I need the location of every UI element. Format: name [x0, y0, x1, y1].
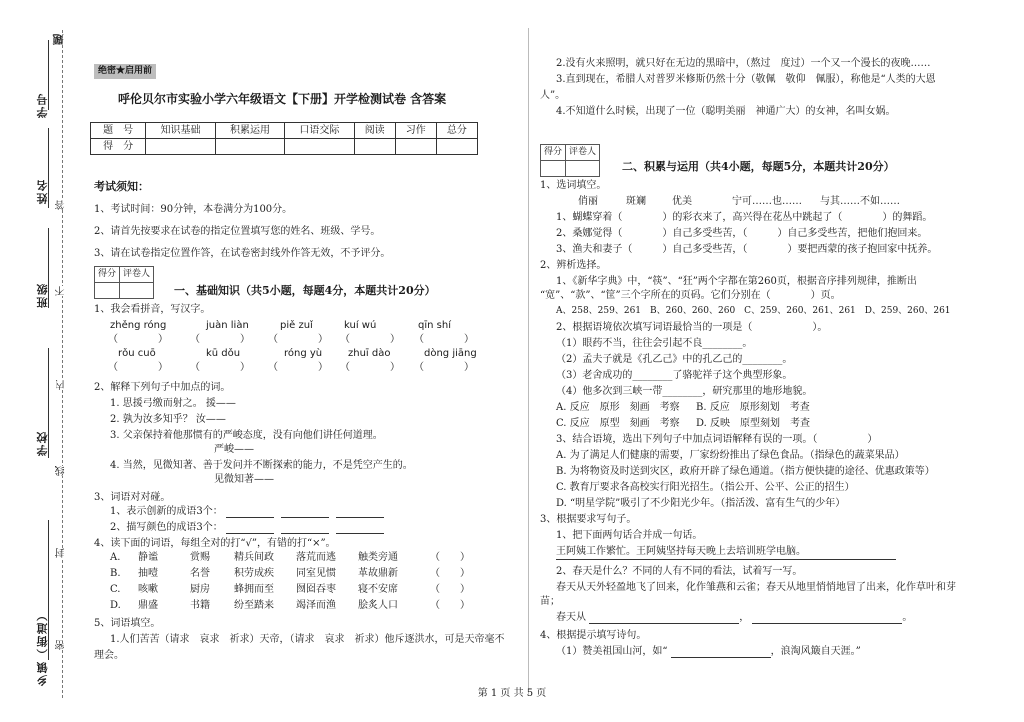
choice-word: 与其……不如……	[820, 196, 900, 207]
word-row	[110, 600, 470, 612]
column-divider	[528, 28, 529, 694]
question: 3、根据要求写句子。	[540, 514, 637, 525]
seal-char: 封	[56, 548, 67, 558]
question-item: 人”。	[540, 90, 566, 101]
pinyin: dòng jiāng	[424, 348, 477, 359]
right-column	[538, 0, 978, 722]
word: 赏赐	[190, 552, 210, 563]
word: 革故鼎新	[358, 568, 398, 579]
question-item: 2. 孰为汝多知乎？ 汝——	[110, 414, 226, 425]
instruction-item: 3、请在试卷指定位置作答，在试卷密封线外作答无效，不予评分。	[94, 248, 391, 259]
seal-dashed-line	[62, 30, 63, 698]
score-input[interactable]	[215, 139, 284, 155]
option: C. 反应 原型 刻画 考察	[556, 418, 680, 429]
instruction-item: 1、考试时间：90分钟，本卷满分为100分。	[94, 204, 293, 215]
option: B. 为将物资及时送到灾区，政府开辟了绿色通道。（指方便快捷的途径、优惠政策等）	[556, 466, 935, 477]
answer-blank[interactable]: （ ）	[190, 362, 250, 373]
answer-blank[interactable]: （ ）	[430, 568, 470, 579]
answer-blank[interactable]: （ ）	[108, 362, 168, 373]
answer-blank[interactable]: （ ）	[190, 334, 250, 345]
pinyin: zhěng róng	[110, 320, 167, 331]
score-input[interactable]	[354, 139, 395, 155]
word: 蜂拥而至	[234, 584, 274, 595]
question-item: （3）老舍成功的________了骆驼祥子这个典型形象。	[556, 370, 793, 381]
word: 名誉	[190, 568, 210, 579]
secret-tag: 绝密★启用前	[94, 64, 156, 79]
word: 厨房	[190, 584, 210, 595]
pinyin: kū dǒu	[206, 348, 241, 359]
margin-fill-line	[48, 128, 49, 208]
question-item: 1、蝴蝶穿着（ ）的彩衣来了，高兴得在花丛中跳起了（ ）的舞蹈。	[556, 212, 933, 223]
answer-line[interactable]	[752, 623, 902, 624]
option: D. “明星学院”吸引了不少阳光少年。（指活泼、富有生气的少年）	[556, 498, 846, 509]
question-item: 2、桑娜觉得（ ）自己多受些苦，（ ）自己多受些苦，把他们抱回来。	[556, 228, 928, 239]
question-item: 苗；	[540, 596, 560, 607]
answer-blank[interactable]: （ ）	[268, 362, 328, 373]
word: 纷至踏来	[234, 600, 274, 611]
word-row	[110, 584, 470, 596]
answer-line[interactable]	[671, 657, 771, 658]
word: 触类旁通	[358, 552, 398, 563]
question: 5、词语填空。	[94, 618, 161, 629]
question-item: 1. 思援弓缴而射之。 援——	[110, 398, 236, 409]
page-footer: 第 1 页 共 5 页	[477, 688, 547, 699]
question-item: 2.没有火来照明，就只好在无边的黑暗中，（熬过 度过）一个又一个漫长的夜晚……	[556, 58, 931, 69]
question-item: 2、春天是什么？不同的人有不同的看法，试着写一写。	[556, 566, 803, 577]
pinyin: zhuī dào	[348, 348, 391, 359]
margin-label-class: 班级	[36, 282, 49, 308]
question-item: 理会。	[94, 650, 124, 661]
grader-score-input[interactable]	[541, 161, 566, 177]
question-item	[110, 522, 384, 534]
option: A. 反应 原形 刻画 考察	[556, 402, 680, 413]
answer-blank[interactable]: （ ）	[430, 552, 470, 563]
question: 1、我会看拼音，写汉字。	[94, 304, 211, 315]
grader-reviewer-label: 评卷人	[566, 145, 600, 161]
question-item: 2、根据语境依次填写词语最恰当的一项是（ ）。	[556, 322, 828, 333]
margin-label-ti: 题	[52, 32, 65, 45]
score-input[interactable]	[395, 139, 436, 155]
word: 竭泽而渔	[296, 600, 336, 611]
question-item: 4.不知道什么时候，出现了一位（聪明美丽 神通广大）的女神，名叫女娲。	[556, 106, 896, 117]
question-item-text: ，浪淘风簸自天涯。”	[770, 646, 861, 657]
choice-word: 俏丽	[578, 196, 598, 207]
left-column	[88, 0, 518, 722]
score-input[interactable]	[436, 139, 477, 155]
seal-char: 不	[56, 286, 67, 296]
question-item: （2）孟夫子就是《孔乙己》中的孔乙己的________。	[556, 354, 793, 365]
option: A. 为了满足人们健康的需要，厂家纷纷推出了绿色食品。（指绿色的蔬菜果品）	[556, 450, 905, 461]
word: 同室见惯	[296, 568, 336, 579]
answer-blank[interactable]: （ ）	[430, 584, 470, 595]
score-cell: 总分	[436, 123, 477, 139]
margin-fill-line	[48, 228, 49, 308]
pinyin: kuí wú	[344, 320, 377, 331]
seal-char: 密	[56, 640, 67, 650]
score-cell: 习作	[395, 123, 436, 139]
question: 2、解释下列句子中加点的词。	[94, 382, 231, 393]
answer-blank[interactable]: （ ）	[340, 334, 400, 345]
score-cell: 知识基础	[146, 123, 215, 139]
question-item: 春天从 ， 。	[556, 612, 913, 623]
answer-prompt: 见微知著——	[214, 474, 274, 485]
question-item: （4）他多次到三峡一带________，研究那里的地形地貌。	[556, 386, 813, 397]
question-item: 1、把下面两句话合并成一句话。	[556, 530, 703, 541]
score-cell: 得 分	[91, 139, 146, 155]
grader-box	[540, 144, 600, 177]
margin-fill-line	[48, 40, 49, 110]
grader-reviewer-label: 评卷人	[120, 267, 154, 283]
answer-blank[interactable]: （ ）	[414, 334, 474, 345]
grader-reviewer-input[interactable]	[566, 161, 600, 177]
binding-margin	[0, 0, 80, 722]
grader-box	[94, 266, 154, 299]
answer-line[interactable]	[336, 517, 384, 518]
score-cell: 口语交际	[285, 123, 354, 139]
score-cell: 题 号	[91, 123, 146, 139]
seal-char: 线	[56, 466, 67, 476]
word: 寝不安席	[358, 584, 398, 595]
answer-line[interactable]	[281, 517, 329, 518]
question-item: “宽”、“款”、“筐”三个字所在的页码。它们分别在（ ）页。	[540, 290, 841, 301]
word: 书籍	[190, 600, 210, 611]
word: 抽噎	[138, 568, 158, 579]
question-item-text: （1）赞美祖国山河，如“	[556, 646, 668, 657]
question-item: 1.人们苦苦（请求 哀求 祈求）天帝，（请求 哀求 祈求）他斥逐洪水，可是天帝毫不	[110, 634, 505, 645]
choice-word: 斑斓	[626, 196, 646, 207]
answer-prompt: 严峻——	[214, 444, 254, 455]
question-item: 3、结合语境，选出下列句子中加点词语解释有误的一项。（ ）	[556, 434, 878, 445]
question-item-text: 2、描写颜色的成语3个：	[110, 522, 223, 533]
score-input[interactable]	[146, 139, 215, 155]
option-letter: A.	[110, 552, 121, 563]
question: 3、词语对对碰。	[94, 492, 171, 503]
question-item: 春天从天外轻盈地飞了回来，化作雏燕和云雀；春天从地里悄悄地冒了出来，化作草叶和芽	[556, 582, 956, 593]
word: 囫囵吞枣	[296, 584, 336, 595]
pinyin: qīn shí	[418, 320, 451, 331]
question-item: 3.直到现在，希腊人对普罗米修斯仍然十分（敬佩 敬仰 佩服），称他是“人类的大恩	[556, 74, 936, 85]
margin-label-name: 姓名	[36, 178, 49, 204]
score-input[interactable]	[285, 139, 354, 155]
answer-blank[interactable]: （ ）	[414, 362, 474, 373]
answer-blank[interactable]: （ ）	[268, 334, 328, 345]
pinyin: róng yù	[284, 348, 323, 359]
seal-char: 答	[56, 200, 67, 210]
grader-reviewer-input[interactable]	[120, 283, 154, 299]
question-item	[110, 506, 384, 518]
word: 咳嗽	[138, 584, 158, 595]
answer-blank[interactable]: （ ）	[430, 600, 470, 611]
option: C. 教育厅要求各高校实行阳光招生。（指公开、公平、公正的招生）	[556, 482, 855, 493]
section1-heading: 一、基础知识（共5小题，每题4分，本题共计20分）	[174, 284, 436, 297]
score-cell: 积累运用	[215, 123, 284, 139]
option: B. 反应 原形刻划 考查	[696, 402, 810, 413]
option-letter: D.	[110, 600, 121, 611]
word: 落荒而逃	[296, 552, 336, 563]
margin-label-student-id: 学号	[36, 92, 49, 118]
question-item: 3. 父亲保持着他那惯有的严峻态度，没有向他们讲任何道理。	[110, 430, 383, 441]
word: 精兵间政	[234, 552, 274, 563]
answer-line[interactable]	[226, 517, 274, 518]
word-row	[110, 552, 470, 564]
question: 4、读下面的词语，每组全对的打“√”，有错的打“×”。	[94, 538, 336, 549]
option-letter: B.	[110, 568, 121, 579]
answer-line[interactable]	[336, 533, 384, 534]
options: A、258、259、261 B、260、260、260 C、259、260、261、261 D、259、260、261	[556, 306, 951, 316]
margin-label-township: 乡镇（街道）	[36, 608, 49, 686]
grader-score-label: 得分	[541, 145, 566, 161]
answer-line[interactable]	[556, 548, 896, 560]
instruction-item: 2、请首先按要求在试卷的指定位置填写您的姓名、班级、学号。	[94, 226, 381, 237]
answer-line[interactable]	[589, 623, 739, 624]
question-item-text: 春天从	[556, 612, 586, 623]
word: 鼎盛	[138, 600, 158, 611]
question-item	[556, 646, 861, 658]
question-item: 1、《新华字典》中，“筷”、“狂”两个字都在第260页，根据音序排列规律，推断出	[556, 276, 917, 287]
seal-char: 内	[56, 380, 67, 390]
score-cell: 阅读	[354, 123, 395, 139]
word: 积劳成疾	[234, 568, 274, 579]
question-item-text: 1、表示创新的成语3个：	[110, 506, 223, 517]
grader-score-label: 得分	[95, 267, 120, 283]
question-item: 3、渔夫和妻子（ ）自己多受些苦，（ ）要把西蒙的孩子抱回家中抚养。	[556, 244, 938, 255]
option-letter: C.	[110, 584, 121, 595]
question-item: 王阿姨工作繁忙。王阿姨坚持每天晚上去培训班学电脑。	[556, 546, 806, 557]
choice-word: 宁可……也……	[732, 196, 802, 207]
answer-line[interactable]	[226, 533, 274, 534]
choice-word: 优美	[672, 196, 692, 207]
margin-fill-line	[48, 520, 49, 660]
word-row	[110, 568, 470, 580]
pinyin: juàn liàn	[206, 320, 249, 331]
question-item: （1）眼药不当，往往会引起不良________。	[556, 338, 753, 349]
grader-score-input[interactable]	[95, 283, 120, 299]
score-table	[90, 122, 478, 155]
instructions-heading: 考试须知：	[94, 180, 149, 193]
pinyin: rǒu cuō	[118, 348, 156, 359]
margin-fill-line	[48, 348, 49, 458]
margin-label-school: 学校	[36, 430, 49, 456]
answer-blank[interactable]: （ ）	[340, 362, 400, 373]
question: 4、根据提示填写诗句。	[540, 630, 647, 641]
section2-heading: 二、积累与运用（共4小题，每题5分，本题共计20分）	[622, 160, 895, 173]
question: 2、辨析选择。	[540, 260, 607, 271]
word: 静谧	[138, 552, 158, 563]
answer-line[interactable]	[281, 533, 329, 534]
pinyin: piě zuǐ	[280, 320, 313, 331]
word: 脍炙人口	[358, 600, 398, 611]
option: D. 反映 原型刻划 考查	[696, 418, 811, 429]
page-title: 呼伦贝尔市实验小学六年级语文【下册】开学检测试卷 含答案	[118, 92, 447, 106]
question-item: 4. 当然，见微知著、善于发问并不断探索的能力，不是凭空产生的。	[110, 460, 413, 471]
answer-blank[interactable]: （ ）	[108, 334, 168, 345]
question: 1、选词填空。	[540, 180, 607, 191]
